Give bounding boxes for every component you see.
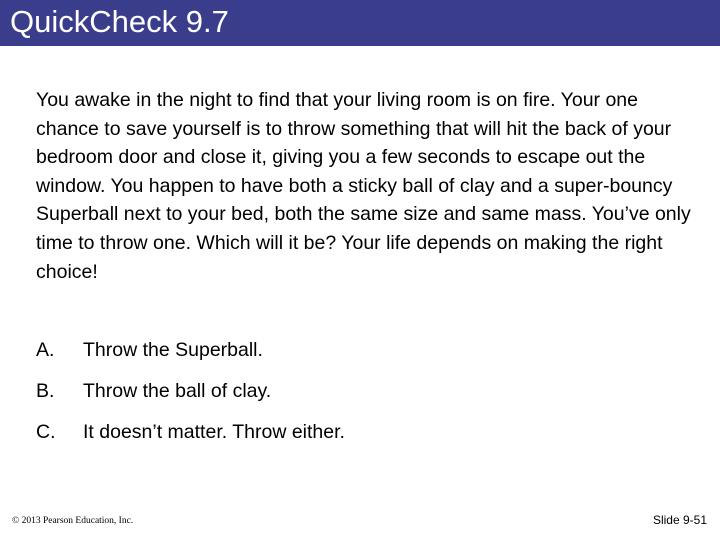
slide-title: QuickCheck 9.7	[10, 4, 229, 39]
question-text: You awake in the night to find that your living room is on fire. Your one chance to save yourself is to throw something that will hit the back of your bedroom door and close it, giving you a few seconds to escape out the window. You happen to have both a sticky ball of clay and a super-bouncy Superball next to your bed, both the same size and same mass. You’ve only time to throw one. Which will it be? Your life depends on making the right choice!	[36, 89, 691, 283]
choice-b	[36, 380, 345, 421]
title-bar	[0, 0, 720, 46]
answer-choices	[36, 339, 345, 462]
slide-number: Slide 9-51	[652, 513, 707, 527]
copyright-notice: © 2013 Pearson Education, Inc.	[12, 516, 134, 526]
choice-letter: C.	[36, 421, 56, 443]
choice-letter: B.	[36, 380, 55, 402]
choice-c	[36, 421, 345, 462]
choice-a	[36, 339, 345, 380]
choice-text: Throw the Superball.	[83, 339, 263, 361]
choice-letter: A.	[36, 339, 55, 361]
choice-text: It doesn’t matter. Throw either.	[83, 421, 345, 443]
choice-text: Throw the ball of clay.	[83, 380, 272, 402]
